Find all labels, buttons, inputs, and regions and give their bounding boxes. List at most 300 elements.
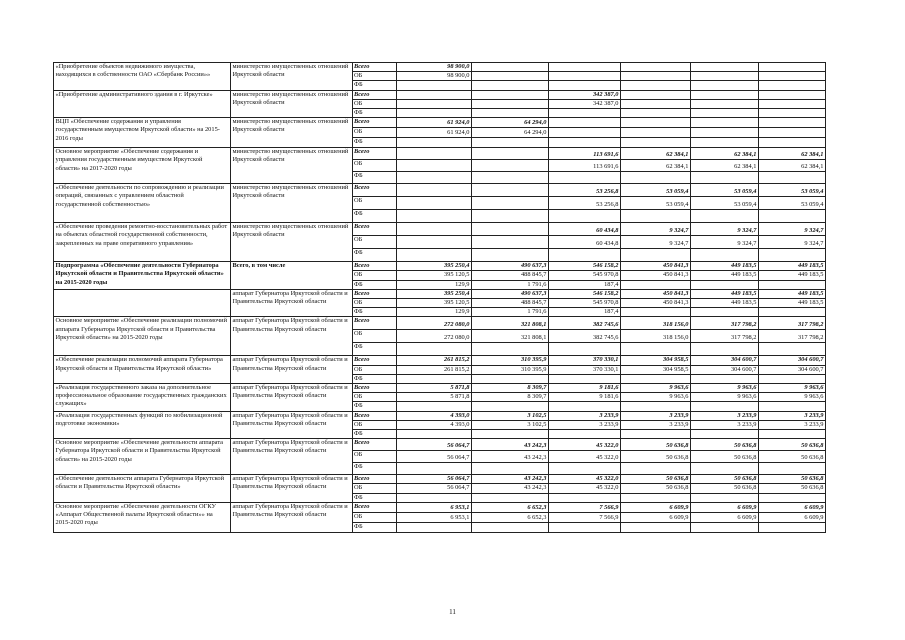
table-row: [54, 411, 826, 420]
amount-cell: 53 059,4: [759, 197, 826, 210]
amount-cell: 395 250,4: [397, 289, 472, 298]
amount-cell: 45 322,0: [549, 475, 621, 484]
amount-cell: [691, 138, 759, 148]
amount-cell: [621, 430, 691, 439]
amount-cell: 6 609,9: [759, 512, 826, 522]
amount-cell: [549, 463, 621, 475]
amount-cell: [759, 210, 826, 223]
amount-cell: 3 233,9: [691, 411, 759, 420]
amount-cell: 8 309,7: [472, 384, 549, 393]
executor-cell: аппарат Губернатора Иркутской области и Правительства Иркутской области: [231, 502, 353, 532]
funding-source-cell: ОБ: [353, 128, 397, 138]
amount-cell: [397, 210, 472, 223]
amount-cell: 317 798,2: [759, 330, 826, 343]
funding-source-cell: Всего: [353, 439, 397, 451]
amount-cell: [397, 249, 472, 262]
amount-cell: 8 309,7: [472, 393, 549, 402]
activity-name-cell: «Обеспечение реализации полномочий аппарата Губернатора Иркутской области и Правительства Иркутской области»: [54, 356, 231, 384]
amount-cell: 4 393,0: [397, 420, 472, 429]
amount-cell: 62 384,1: [621, 148, 691, 160]
table-row: [54, 384, 826, 393]
amount-cell: 50 636,8: [691, 484, 759, 493]
funding-source-cell: ФБ: [353, 109, 397, 118]
amount-cell: [621, 343, 691, 356]
amount-cell: [397, 184, 472, 197]
amount-cell: [549, 493, 621, 502]
amount-cell: [397, 172, 472, 184]
amount-cell: 1 791,6: [472, 280, 549, 289]
executor-cell: министерство имущественных отношений Иркутской области: [231, 90, 353, 118]
amount-cell: [472, 522, 549, 532]
amount-cell: [472, 63, 549, 72]
amount-cell: 45 322,0: [549, 451, 621, 463]
executor-cell: аппарат Губернатора Иркутской области и Правительства Иркутской области: [231, 356, 353, 384]
amount-cell: 321 808,1: [472, 317, 549, 330]
budget-table: [53, 62, 826, 533]
funding-source-cell: Всего: [353, 262, 397, 271]
amount-cell: [621, 463, 691, 475]
amount-cell: [472, 109, 549, 118]
executor-cell: министерство имущественных отношений Иркутской области: [231, 118, 353, 148]
amount-cell: [759, 128, 826, 138]
funding-source-cell: Всего: [353, 502, 397, 512]
funding-source-cell: ОБ: [353, 365, 397, 374]
amount-cell: [691, 402, 759, 411]
amount-cell: [759, 72, 826, 81]
amount-cell: 56 064,7: [397, 439, 472, 451]
amount-cell: [397, 522, 472, 532]
executor-cell: аппарат Губернатора Иркутской области и Правительства Иркутской области: [231, 475, 353, 503]
amount-cell: 6 953,1: [397, 512, 472, 522]
page-number: 11: [449, 608, 456, 616]
amount-cell: 6 609,9: [759, 502, 826, 512]
amount-cell: 449 183,5: [759, 271, 826, 280]
amount-cell: 317 798,2: [691, 317, 759, 330]
amount-cell: 53 256,8: [549, 197, 621, 210]
activity-name-cell: Основное мероприятие «Обеспечение реализации полномочий аппарата Губернатора Иркутской области и Правительства Иркутской области» на 2015-2020 годы: [54, 317, 231, 356]
funding-source-cell: Всего: [353, 475, 397, 484]
amount-cell: [472, 343, 549, 356]
amount-cell: [621, 374, 691, 383]
amount-cell: [472, 184, 549, 197]
amount-cell: [472, 81, 549, 90]
amount-cell: [691, 109, 759, 118]
executor-cell: аппарат Губернатора Иркутской области и Правительства Иркутской области: [231, 289, 353, 317]
amount-cell: [397, 236, 472, 249]
amount-cell: 56 064,7: [397, 475, 472, 484]
amount-cell: 98 900,0: [397, 63, 472, 72]
amount-cell: 261 815,2: [397, 365, 472, 374]
amount-cell: [549, 343, 621, 356]
amount-cell: [759, 109, 826, 118]
amount-cell: [691, 493, 759, 502]
amount-cell: 3 102,5: [472, 411, 549, 420]
executor-cell: министерство имущественных отношений Иркутской области: [231, 223, 353, 262]
activity-name-cell: «Приобретение административного здания в г. Иркутске»: [54, 90, 231, 118]
amount-cell: [759, 172, 826, 184]
amount-cell: [397, 160, 472, 172]
amount-cell: 53 256,8: [549, 184, 621, 197]
amount-cell: [549, 402, 621, 411]
amount-cell: 50 636,8: [621, 439, 691, 451]
amount-cell: [472, 197, 549, 210]
amount-cell: 53 059,4: [691, 184, 759, 197]
amount-cell: 4 393,0: [397, 411, 472, 420]
amount-cell: 449 183,5: [691, 271, 759, 280]
funding-source-cell: ОБ: [353, 299, 397, 308]
amount-cell: 318 156,0: [621, 317, 691, 330]
amount-cell: 45 322,0: [549, 439, 621, 451]
amount-cell: [397, 197, 472, 210]
amount-cell: 43 242,3: [472, 484, 549, 493]
amount-cell: 9 963,6: [691, 384, 759, 393]
amount-cell: 9 963,6: [621, 393, 691, 402]
amount-cell: 50 636,8: [691, 475, 759, 484]
funding-source-cell: Всего: [353, 384, 397, 393]
amount-cell: [691, 99, 759, 108]
amount-cell: 62 384,1: [759, 160, 826, 172]
amount-cell: [621, 72, 691, 81]
funding-source-cell: Всего: [353, 289, 397, 298]
amount-cell: 449 183,5: [691, 289, 759, 298]
amount-cell: 450 841,3: [621, 289, 691, 298]
amount-cell: [691, 249, 759, 262]
amount-cell: 6 609,9: [691, 512, 759, 522]
amount-cell: [472, 493, 549, 502]
amount-cell: 60 434,8: [549, 236, 621, 249]
amount-cell: [621, 63, 691, 72]
activity-name-cell: «Обеспечение проведения ремонтно-восстановительных работ на объектах областной государственной собственности, закрепленных на праве оперативного управления»: [54, 223, 231, 262]
amount-cell: 382 745,6: [549, 330, 621, 343]
amount-cell: [759, 249, 826, 262]
activity-name-cell: [54, 289, 231, 317]
amount-cell: [691, 430, 759, 439]
amount-cell: [691, 90, 759, 99]
amount-cell: [549, 109, 621, 118]
amount-cell: 310 395,9: [472, 356, 549, 365]
amount-cell: 9 324,7: [759, 236, 826, 249]
amount-cell: 9 963,6: [691, 393, 759, 402]
table-row: [54, 262, 826, 271]
funding-source-cell: Всего: [353, 184, 397, 197]
amount-cell: [691, 118, 759, 128]
amount-cell: 43 242,3: [472, 475, 549, 484]
amount-cell: [472, 210, 549, 223]
table-row: [54, 475, 826, 484]
funding-source-cell: ОБ: [353, 512, 397, 522]
amount-cell: 53 059,4: [759, 184, 826, 197]
amount-cell: 304 600,7: [691, 356, 759, 365]
table-row: [54, 90, 826, 99]
amount-cell: [759, 138, 826, 148]
funding-source-cell: ОБ: [353, 160, 397, 172]
activity-name-cell: ВЦП «Обеспечение содержания и управления государственным имуществом Иркутской области» на 2015-2016 годы: [54, 118, 231, 148]
amount-cell: [472, 402, 549, 411]
amount-cell: [691, 522, 759, 532]
executor-cell: министерство имущественных отношений Иркутской области: [231, 184, 353, 223]
amount-cell: [397, 109, 472, 118]
activity-name-cell: Подпрограмма «Обеспечение деятельности Губернатора Иркутской области и Правительства Иркутской области» на 2015-2020 годы: [54, 262, 231, 290]
amount-cell: 9 181,6: [549, 384, 621, 393]
amount-cell: [549, 374, 621, 383]
amount-cell: 6 609,9: [621, 502, 691, 512]
amount-cell: [621, 118, 691, 128]
amount-cell: 113 691,6: [549, 148, 621, 160]
amount-cell: [397, 90, 472, 99]
budget-table-page: [53, 62, 826, 533]
funding-source-cell: ФБ: [353, 374, 397, 383]
amount-cell: 50 636,8: [759, 475, 826, 484]
amount-cell: [691, 172, 759, 184]
amount-cell: [549, 118, 621, 128]
activity-name-cell: «Приобретение объектов недвижимого имущества, находящихся в собственности ОАО «Сбербанк России»»: [54, 63, 231, 91]
amount-cell: [621, 138, 691, 148]
amount-cell: 382 745,6: [549, 317, 621, 330]
amount-cell: 304 600,7: [759, 356, 826, 365]
amount-cell: 50 636,8: [759, 484, 826, 493]
amount-cell: [549, 128, 621, 138]
funding-source-cell: ФБ: [353, 402, 397, 411]
amount-cell: 545 970,8: [549, 299, 621, 308]
amount-cell: [472, 172, 549, 184]
activity-name-cell: Основное мероприятие «Обеспечение деятельности ОГКУ «Аппарат Общественной палаты Иркутской области»» на 2015-2020 годы: [54, 502, 231, 532]
amount-cell: 129,9: [397, 308, 472, 317]
amount-cell: 50 636,8: [759, 439, 826, 451]
amount-cell: 62 384,1: [621, 160, 691, 172]
amount-cell: [621, 308, 691, 317]
amount-cell: 272 080,0: [397, 317, 472, 330]
amount-cell: 7 566,9: [549, 512, 621, 522]
amount-cell: 261 815,2: [397, 356, 472, 365]
funding-source-cell: ОБ: [353, 451, 397, 463]
amount-cell: 53 059,4: [621, 184, 691, 197]
amount-cell: [621, 249, 691, 262]
funding-source-cell: ОБ: [353, 420, 397, 429]
executor-cell: Всего, в том числе: [231, 262, 353, 290]
amount-cell: 9 324,7: [621, 223, 691, 236]
activity-name-cell: «Реализация государственного заказа на дополнительное профессиональное образование государственных гражданских служащих»: [54, 384, 231, 412]
funding-source-cell: ОБ: [353, 197, 397, 210]
executor-cell: министерство имущественных отношений Иркутской области: [231, 148, 353, 184]
amount-cell: [691, 63, 759, 72]
funding-source-cell: ОБ: [353, 72, 397, 81]
amount-cell: [472, 160, 549, 172]
amount-cell: [621, 172, 691, 184]
amount-cell: [472, 90, 549, 99]
funding-source-cell: Всего: [353, 223, 397, 236]
funding-source-cell: ОБ: [353, 330, 397, 343]
amount-cell: [759, 280, 826, 289]
amount-cell: [472, 249, 549, 262]
amount-cell: 370 330,1: [549, 365, 621, 374]
amount-cell: 53 059,4: [621, 197, 691, 210]
amount-cell: 9 963,6: [621, 384, 691, 393]
amount-cell: 3 233,9: [759, 411, 826, 420]
amount-cell: 449 183,5: [691, 299, 759, 308]
executor-cell: министерство имущественных отношений Иркутской области: [231, 63, 353, 91]
amount-cell: [397, 374, 472, 383]
funding-source-cell: ОБ: [353, 393, 397, 402]
table-row: [54, 63, 826, 72]
executor-cell: аппарат Губернатора Иркутской области и Правительства Иркутской области: [231, 384, 353, 412]
amount-cell: 50 636,8: [691, 439, 759, 451]
amount-cell: 43 242,3: [472, 439, 549, 451]
amount-cell: 310 395,9: [472, 365, 549, 374]
amount-cell: [472, 236, 549, 249]
amount-cell: [549, 138, 621, 148]
amount-cell: 450 841,3: [621, 271, 691, 280]
amount-cell: [759, 90, 826, 99]
activity-name-cell: Основное мероприятие «Обеспечение деятельности аппарата Губернатора Иркутской области и Правительства Иркутской области» на 2015-2020 годы: [54, 439, 231, 475]
amount-cell: 318 156,0: [621, 330, 691, 343]
amount-cell: 3 233,9: [621, 420, 691, 429]
amount-cell: 56 064,7: [397, 451, 472, 463]
amount-cell: 62 384,1: [691, 148, 759, 160]
amount-cell: 545 970,8: [549, 271, 621, 280]
amount-cell: 3 102,5: [472, 420, 549, 429]
amount-cell: 9 324,7: [759, 223, 826, 236]
funding-source-cell: ФБ: [353, 430, 397, 439]
amount-cell: [759, 81, 826, 90]
amount-cell: [397, 138, 472, 148]
amount-cell: [397, 223, 472, 236]
amount-cell: [621, 128, 691, 138]
amount-cell: [621, 99, 691, 108]
amount-cell: 56 064,7: [397, 484, 472, 493]
amount-cell: [549, 72, 621, 81]
amount-cell: [759, 493, 826, 502]
amount-cell: [759, 522, 826, 532]
amount-cell: 321 808,1: [472, 330, 549, 343]
funding-source-cell: ФБ: [353, 210, 397, 223]
funding-source-cell: ОБ: [353, 99, 397, 108]
amount-cell: 50 636,8: [621, 451, 691, 463]
table-row: [54, 289, 826, 298]
activity-name-cell: «Обеспечение деятельности по сопровождению и реализации операций, связанных с управлением областной государственной собственностью»: [54, 184, 231, 223]
amount-cell: 113 691,6: [549, 160, 621, 172]
funding-source-cell: ФБ: [353, 172, 397, 184]
amount-cell: [549, 210, 621, 223]
amount-cell: 3 233,9: [549, 411, 621, 420]
amount-cell: 7 566,9: [549, 502, 621, 512]
activity-name-cell: «Реализация государственных функций по мобилизационной подготовке экономики»: [54, 411, 231, 439]
funding-source-cell: ФБ: [353, 280, 397, 289]
executor-cell: аппарат Губернатора Иркутской области и Правительства Иркутской области: [231, 439, 353, 475]
funding-source-cell: ФБ: [353, 138, 397, 148]
amount-cell: 61 924,0: [397, 128, 472, 138]
amount-cell: 370 330,1: [549, 356, 621, 365]
amount-cell: 50 636,8: [621, 475, 691, 484]
amount-cell: [397, 402, 472, 411]
amount-cell: 546 158,2: [549, 289, 621, 298]
amount-cell: [397, 99, 472, 108]
amount-cell: [472, 148, 549, 160]
amount-cell: 304 600,7: [691, 365, 759, 374]
executor-cell: аппарат Губернатора Иркутской области и Правительства Иркутской области: [231, 411, 353, 439]
amount-cell: [759, 99, 826, 108]
amount-cell: 6 953,1: [397, 502, 472, 512]
amount-cell: 450 841,3: [621, 262, 691, 271]
amount-cell: 9 324,7: [621, 236, 691, 249]
activity-name-cell: Основное мероприятие «Обеспечение содержания и управления государственным имуществом Иркутской области» на 2017-2020 годы: [54, 148, 231, 184]
amount-cell: [691, 343, 759, 356]
table-row: [54, 148, 826, 160]
funding-source-cell: ОБ: [353, 236, 397, 249]
amount-cell: [691, 374, 759, 383]
amount-cell: [759, 430, 826, 439]
funding-source-cell: ФБ: [353, 493, 397, 502]
amount-cell: 3 233,9: [621, 411, 691, 420]
amount-cell: 6 652,3: [472, 502, 549, 512]
amount-cell: [621, 210, 691, 223]
amount-cell: [549, 430, 621, 439]
amount-cell: [397, 81, 472, 90]
amount-cell: 490 637,3: [472, 289, 549, 298]
funding-source-cell: Всего: [353, 118, 397, 128]
amount-cell: 129,9: [397, 280, 472, 289]
amount-cell: 395 120,5: [397, 271, 472, 280]
amount-cell: 317 798,2: [759, 317, 826, 330]
funding-source-cell: Всего: [353, 317, 397, 330]
amount-cell: [759, 374, 826, 383]
amount-cell: 304 958,5: [621, 356, 691, 365]
amount-cell: 449 183,5: [759, 262, 826, 271]
amount-cell: [397, 493, 472, 502]
amount-cell: 490 637,3: [472, 262, 549, 271]
amount-cell: [397, 430, 472, 439]
amount-cell: [549, 63, 621, 72]
amount-cell: 449 183,5: [759, 299, 826, 308]
amount-cell: 342 387,0: [549, 90, 621, 99]
amount-cell: 187,4: [549, 308, 621, 317]
amount-cell: 304 958,5: [621, 365, 691, 374]
amount-cell: 43 242,3: [472, 451, 549, 463]
amount-cell: 1 791,6: [472, 308, 549, 317]
amount-cell: 62 384,1: [691, 160, 759, 172]
amount-cell: [759, 402, 826, 411]
amount-cell: [549, 172, 621, 184]
funding-source-cell: ОБ: [353, 484, 397, 493]
amount-cell: [691, 280, 759, 289]
amount-cell: 488 845,7: [472, 271, 549, 280]
amount-cell: [472, 99, 549, 108]
amount-cell: [549, 81, 621, 90]
funding-source-cell: ФБ: [353, 308, 397, 317]
amount-cell: 98 900,0: [397, 72, 472, 81]
table-row: [54, 118, 826, 128]
amount-cell: [621, 280, 691, 289]
amount-cell: 64 294,0: [472, 118, 549, 128]
executor-cell: аппарат Губернатора Иркутской области и Правительства Иркутской области: [231, 317, 353, 356]
amount-cell: 546 158,2: [549, 262, 621, 271]
amount-cell: [621, 109, 691, 118]
table-row: [54, 502, 826, 512]
amount-cell: 449 183,5: [691, 262, 759, 271]
amount-cell: 6 609,9: [621, 512, 691, 522]
amount-cell: [759, 343, 826, 356]
amount-cell: 450 841,3: [621, 299, 691, 308]
amount-cell: 64 294,0: [472, 128, 549, 138]
amount-cell: 60 434,8: [549, 223, 621, 236]
amount-cell: [759, 118, 826, 128]
amount-cell: 317 798,2: [691, 330, 759, 343]
amount-cell: [759, 308, 826, 317]
amount-cell: 6 652,3: [472, 512, 549, 522]
amount-cell: [472, 72, 549, 81]
funding-source-cell: ФБ: [353, 522, 397, 532]
amount-cell: [621, 493, 691, 502]
amount-cell: [397, 343, 472, 356]
